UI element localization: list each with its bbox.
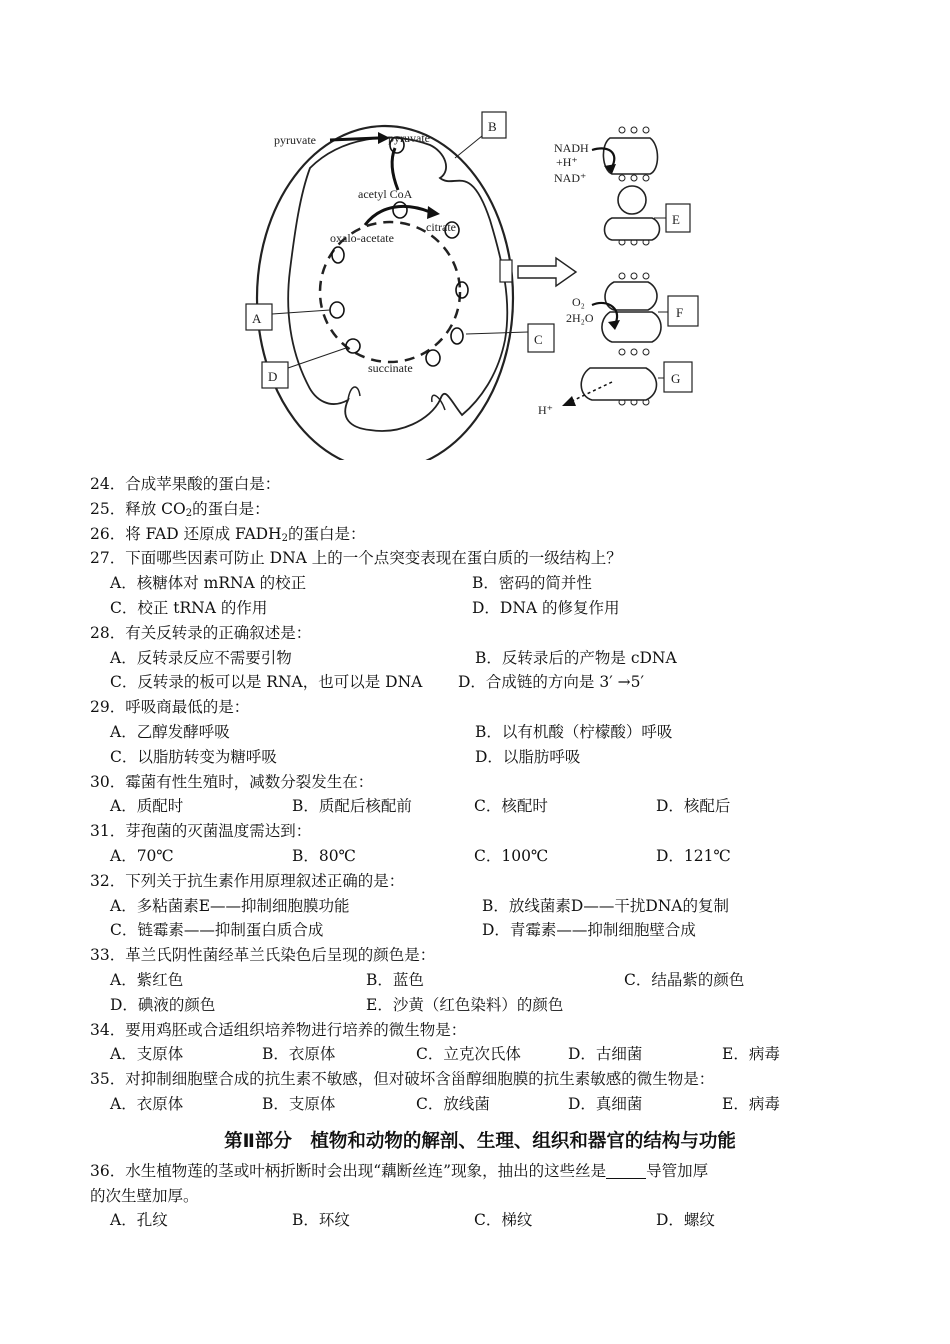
option-31a[interactable]: A．70℃ bbox=[110, 846, 174, 865]
option-33e[interactable]: E．沙黄（红色染料）的颜色 bbox=[366, 995, 564, 1014]
question-34 bbox=[90, 1018, 870, 1043]
question-32 bbox=[90, 869, 870, 894]
option-30a[interactable]: A．质配时 bbox=[110, 797, 184, 816]
option-35a[interactable]: A．衣原体 bbox=[110, 1094, 184, 1113]
question-33 bbox=[90, 943, 870, 968]
question-31-stem: 31．芽孢菌的灭菌温度需达到： bbox=[90, 822, 312, 841]
option-33c[interactable]: C．结晶紫的颜色 bbox=[624, 970, 745, 989]
question-25-stem-a: 25．释放 CO bbox=[90, 499, 186, 518]
question-32-options-row1 bbox=[90, 894, 870, 919]
question-36-stem-a: 36．水生植物莲的茎或叶柄折断时会出现“藕断丝连”现象，抽出的这些丝是 bbox=[90, 1161, 607, 1180]
option-32c[interactable]: C．链霉素——抑制蛋白质合成 bbox=[110, 921, 324, 940]
box-b-label: B bbox=[488, 119, 497, 134]
option-34c[interactable]: C．立克次氏体 bbox=[416, 1045, 521, 1064]
question-36-options bbox=[90, 1208, 870, 1233]
option-34e[interactable]: E．病毒 bbox=[722, 1045, 780, 1064]
answer-blank[interactable] bbox=[606, 1162, 646, 1179]
outer-membrane bbox=[257, 126, 513, 460]
question-31-options bbox=[90, 844, 870, 869]
option-36d[interactable]: D．螺纹 bbox=[656, 1211, 715, 1230]
question-36-line2 bbox=[90, 1184, 870, 1209]
label-o2: O₂ bbox=[572, 295, 585, 309]
question-32-stem: 32．下列关于抗生素作用原理叙述正确的是： bbox=[90, 871, 405, 890]
question-26 bbox=[90, 522, 870, 547]
question-28 bbox=[90, 621, 870, 646]
question-30-options bbox=[90, 794, 870, 819]
option-33b[interactable]: B．蓝色 bbox=[366, 970, 424, 989]
question-28-options-row2 bbox=[90, 670, 870, 695]
label-h2o: 2H₂O bbox=[566, 311, 594, 325]
label-oxaloacetate: oxalo-acetate bbox=[330, 231, 394, 245]
question-33-options-row1 bbox=[90, 968, 870, 993]
box-a-leader bbox=[272, 310, 330, 314]
question-25-stem-b: 的蛋白是： bbox=[192, 499, 270, 518]
label-nadh: NADH bbox=[554, 141, 589, 155]
question-29-options-row2 bbox=[90, 745, 870, 770]
question-25-subscript: 2 bbox=[185, 507, 193, 519]
question-24-stem: 24．合成苹果酸的蛋白是： bbox=[90, 475, 281, 493]
label-hplus-out: H⁺ bbox=[538, 403, 553, 417]
question-30-stem: 30．霉菌有性生殖时，减数分裂发生在： bbox=[90, 772, 374, 791]
question-32-options-row2 bbox=[90, 918, 870, 943]
pyruvate-to-acetyl-arrow bbox=[392, 148, 398, 190]
pyruvate-arrow bbox=[330, 138, 378, 140]
section-heading: 第Ⅱ部分 植物和动物的解剖、生理、组织和器官的结构与功能 bbox=[224, 1130, 736, 1152]
option-27a[interactable]: A．核糖体对 mRNA 的校正 bbox=[110, 574, 307, 593]
label-pyruvate-outside: pyruvate bbox=[274, 133, 316, 147]
option-35d[interactable]: D．真细菌 bbox=[568, 1094, 643, 1113]
question-27-options-row2 bbox=[90, 596, 870, 621]
box-c-label: C bbox=[534, 332, 543, 347]
option-33d[interactable]: D．碘液的颜色 bbox=[110, 995, 216, 1014]
label-succinate: succinate bbox=[368, 361, 413, 375]
option-28a[interactable]: A．反转录反应不需要引物 bbox=[110, 648, 292, 667]
acetyl-to-citrate-arrow bbox=[365, 206, 430, 225]
option-30d[interactable]: D．核配后 bbox=[656, 797, 731, 816]
option-28d[interactable]: D．合成链的方向是 3′ →5′ bbox=[458, 673, 645, 692]
question-31 bbox=[90, 819, 870, 844]
option-35e[interactable]: E．病毒 bbox=[722, 1094, 780, 1113]
question-27-stem: 27．下面哪些因素可防止 DNA 上的一个点突变表现在蛋白质的一级结构上？ bbox=[90, 549, 622, 568]
box-a-label: A bbox=[252, 311, 262, 326]
label-acetyl-coa: acetyl CoA bbox=[358, 187, 413, 201]
option-34a[interactable]: A．支原体 bbox=[110, 1045, 184, 1064]
option-31d[interactable]: D．121℃ bbox=[656, 846, 731, 865]
question-35-stem: 35．对抑制细胞壁合成的抗生素不敏感，但对破坏含甾醇细胞膜的抗生素敏感的微生物是： bbox=[90, 1070, 715, 1089]
option-30c[interactable]: C．核配时 bbox=[474, 797, 548, 816]
option-32d[interactable]: D．青霉素——抑制细胞壁合成 bbox=[482, 921, 696, 940]
option-29b[interactable]: B．以有机酸（柠檬酸）呼吸 bbox=[475, 722, 673, 741]
option-36b[interactable]: B．环纹 bbox=[292, 1211, 350, 1230]
question-36-stem-c: 的次生壁加厚。 bbox=[90, 1186, 199, 1205]
question-27-options-row1 bbox=[90, 571, 870, 596]
option-35b[interactable]: B．支原体 bbox=[262, 1094, 336, 1113]
box-b-leader bbox=[455, 136, 482, 158]
question-26-subscript: 2 bbox=[281, 532, 288, 544]
option-36c[interactable]: C．梯纹 bbox=[474, 1211, 533, 1230]
option-28b[interactable]: B．反转录后的产物是 cDNA bbox=[475, 648, 677, 667]
option-27d[interactable]: D．DNA 的修复作用 bbox=[472, 598, 620, 617]
question-28-stem: 28．有关反转录的正确叙述是： bbox=[90, 623, 312, 642]
question-33-options-row2 bbox=[90, 993, 870, 1018]
question-28-options-row1 bbox=[90, 646, 870, 671]
option-29d[interactable]: D．以脂肪呼吸 bbox=[475, 747, 581, 766]
question-24 bbox=[90, 472, 870, 497]
question-26-stem-a: 26．将 FAD 还原成 FADH bbox=[90, 524, 282, 543]
option-32a[interactable]: A．多粘菌素E——抑制细胞膜功能 bbox=[110, 896, 350, 915]
question-list bbox=[90, 472, 870, 1233]
question-35 bbox=[90, 1067, 870, 1092]
option-27b[interactable]: B．密码的简并性 bbox=[472, 574, 592, 593]
question-26-stem-b: 的蛋白是： bbox=[287, 524, 366, 543]
question-36-stem-b: 导管加厚 bbox=[646, 1161, 709, 1180]
option-33a[interactable]: A．紫红色 bbox=[110, 970, 184, 989]
question-30 bbox=[90, 770, 870, 795]
label-nad: NAD⁺ bbox=[554, 171, 587, 185]
label-citrate: citrate bbox=[426, 220, 456, 234]
option-35c[interactable]: C．放线菌 bbox=[416, 1094, 490, 1113]
question-25 bbox=[90, 497, 870, 522]
option-34b[interactable]: B．衣原体 bbox=[262, 1045, 336, 1064]
label-pyruvate-inside: pyruvate bbox=[388, 131, 430, 145]
label-hplus: +H⁺ bbox=[556, 155, 578, 169]
question-33-stem: 33．革兰氏阴性菌经革兰氏染色后呈现的颜色是： bbox=[90, 946, 436, 965]
option-31c[interactable]: C．100℃ bbox=[474, 846, 549, 865]
box-e-label: E bbox=[672, 212, 680, 227]
option-28c[interactable]: C．反转录的板可以是 RNA，也可以是 DNA bbox=[110, 673, 423, 692]
question-27 bbox=[90, 546, 870, 571]
box-d-label: D bbox=[268, 369, 278, 384]
option-36a[interactable]: A．孔纹 bbox=[110, 1211, 168, 1230]
question-35-options bbox=[90, 1092, 870, 1117]
box-f-label: F bbox=[676, 305, 684, 320]
option-27c[interactable]: C．校正 tRNA 的作用 bbox=[110, 598, 268, 617]
question-29-options-row1 bbox=[90, 720, 870, 745]
box-g-label: G bbox=[671, 371, 681, 386]
question-34-stem: 34．要用鸡胚或合适组织培养物进行培养的微生物是： bbox=[90, 1020, 467, 1039]
box-c-leader bbox=[466, 332, 528, 334]
zoom-arrow bbox=[518, 258, 576, 286]
option-29c[interactable]: C．以脂肪转变为糖呼吸 bbox=[110, 747, 277, 766]
option-30b[interactable]: B．质配后核配前 bbox=[292, 797, 412, 816]
citrate-arrowhead bbox=[427, 206, 440, 219]
question-36 bbox=[90, 1159, 870, 1184]
membrane-zoom-box bbox=[500, 260, 512, 282]
question-29 bbox=[90, 695, 870, 720]
crista bbox=[348, 387, 445, 410]
question-29-stem: 29．呼吸商最低的是： bbox=[90, 698, 250, 717]
option-34d[interactable]: D．古细菌 bbox=[568, 1045, 643, 1064]
question-34-options bbox=[90, 1042, 870, 1067]
mitochondrion-diagram bbox=[240, 100, 720, 460]
option-29a[interactable]: A．乙醇发酵呼吸 bbox=[110, 722, 230, 741]
option-32b[interactable]: B．放线菌素D——干扰DNA的复制 bbox=[482, 896, 730, 915]
option-31b[interactable]: B．80℃ bbox=[292, 846, 356, 865]
hplus-arrowhead bbox=[562, 396, 576, 406]
